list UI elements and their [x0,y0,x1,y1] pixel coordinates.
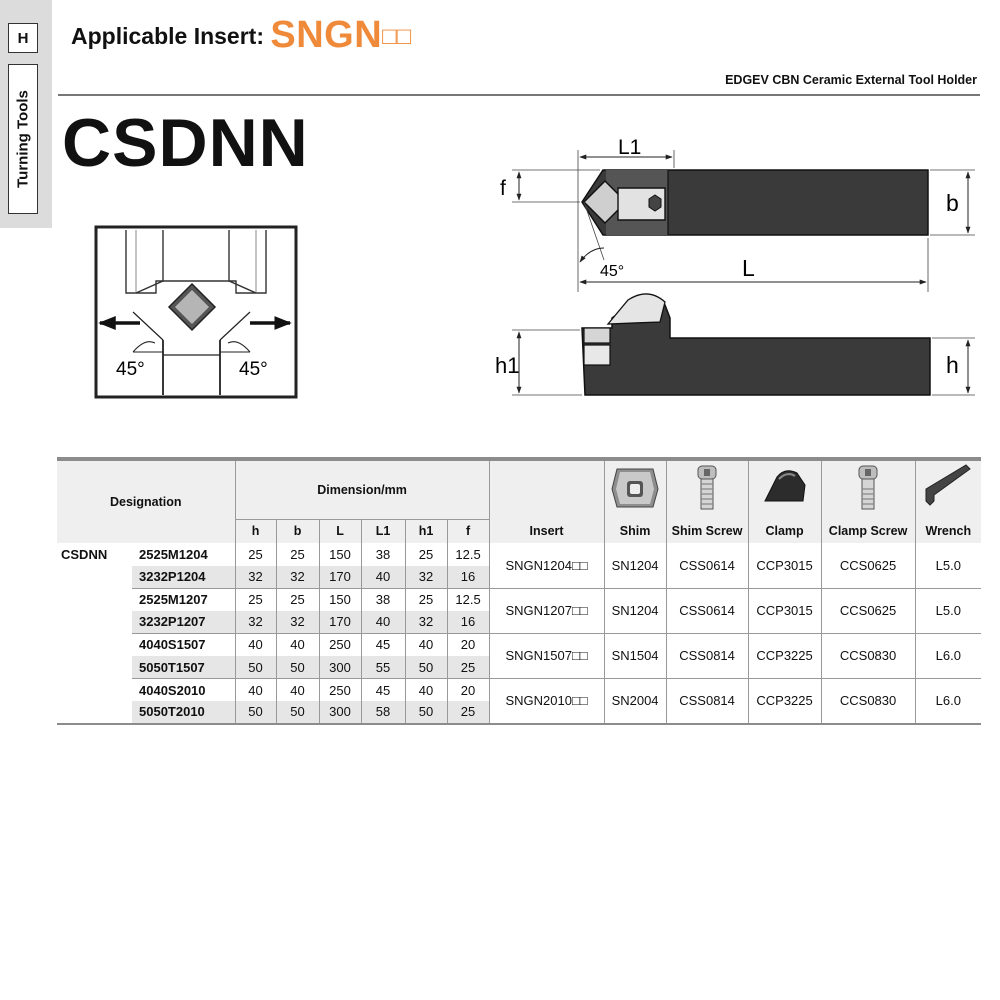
insert-cell: SNGN1207□□ [489,588,604,633]
insert-cell: SNGN2010□□ [489,679,604,724]
designation-cell: 2525M1204 [139,546,208,562]
L-cell: 170 [319,566,361,589]
h-cell: 50 [235,656,276,679]
b-cell: 50 [276,656,319,679]
designation-cell: 5050T1507 [139,659,205,675]
f-cell: 25 [447,701,489,724]
h-cell: 25 [235,543,276,566]
L-cell: 170 [319,611,361,634]
dim-h1-label: h1 [495,353,520,378]
h1-cell: 32 [405,566,447,589]
shim-icon [605,463,666,513]
designation-cell: 4040S2010 [132,679,235,702]
L-cell: 150 [319,588,361,611]
plan-view [500,136,975,292]
h-cell: 32 [235,611,276,634]
L1-cell: 38 [361,543,405,566]
designation-cell: 3232P1207 [139,614,206,630]
h-cell: 40 [235,679,276,702]
wrench-header: Wrench [915,519,981,543]
clamp-cell: CCP3015 [748,543,821,588]
insert-cell: SNGN1507□□ [489,633,604,678]
clamp-screw-cell: CCS0830 [821,633,915,678]
h1-cell: 40 [405,679,447,702]
cutting-schematic [96,227,296,397]
h-cell: 50 [235,701,276,724]
applicable-insert-code: SNGN [270,14,383,56]
dim-b-label: b [946,190,959,216]
insert-header: Insert [489,519,604,543]
b-cell: 25 [276,588,319,611]
wrench-icon-cell [915,459,981,519]
b-cell: 32 [276,566,319,589]
clamp-screw-cell: CCS0830 [821,679,915,724]
L1-cell: 55 [361,656,405,679]
section-letter: H [8,23,38,53]
dimension-header: Dimension/mm [235,459,489,519]
L-cell: 150 [319,543,361,566]
section-label: Turning Tools [14,90,32,188]
insert-cell: SNGN1204□□ [489,543,604,588]
L-cell: 300 [319,701,361,724]
f-cell: 16 [447,611,489,634]
wrench-cell: L5.0 [915,543,981,588]
technical-drawing [0,0,1000,440]
h-cell: 40 [235,633,276,656]
wrench-cell: L5.0 [915,588,981,633]
b-cell: 40 [276,633,319,656]
clamp-header: Clamp [748,519,821,543]
model-title: CSDNN [62,105,309,181]
L1-cell: 40 [361,611,405,634]
L1-cell: 38 [361,588,405,611]
col-L1-header: L1 [361,519,405,543]
clamp-screw-icon-cell [821,459,915,519]
table-row [57,679,981,702]
h1-cell: 50 [405,701,447,724]
page-subtitle: EDGEV CBN Ceramic External Tool Holder [725,73,977,87]
clamp-screw-cell: CCS0625 [821,588,915,633]
shim-icon-cell [604,459,666,519]
shim-cell: SN2004 [604,679,666,724]
dim-L1-label: L1 [618,136,642,159]
angle-left-label: 45° [116,359,145,380]
applicable-insert-suffix: □□ [382,23,412,50]
col-b-header: b [276,519,319,543]
dim-angle-label: 45° [600,263,625,280]
b-cell: 50 [276,701,319,724]
col-f-header: f [447,519,489,543]
designation-header: Designation [57,459,235,543]
designation-cell: 3232P1204 [139,569,206,585]
shim-screw-cell: CSS0814 [666,633,748,678]
table-row [57,543,981,566]
L1-cell: 45 [361,679,405,702]
shim-screw-cell: CSS0814 [666,679,748,724]
clamp-cell: CCP3015 [748,588,821,633]
table-row [57,588,981,611]
f-cell: 20 [447,679,489,702]
L1-cell: 45 [361,633,405,656]
L-cell: 250 [319,633,361,656]
h-cell: 32 [235,566,276,589]
h-cell: 25 [235,588,276,611]
series-label: CSDNN [61,547,108,562]
col-h-header: h [235,519,276,543]
h1-cell: 25 [405,588,447,611]
clamp-icon [749,463,821,513]
wrench-cell: L6.0 [915,633,981,678]
shim-cell: SN1504 [604,633,666,678]
dim-f-label: f [500,177,506,200]
clamp-cell: CCP3225 [748,633,821,678]
shim-screw-header: Shim Screw [666,519,748,543]
f-cell: 12.5 [447,543,489,566]
h1-cell: 50 [405,656,447,679]
spec-table [57,457,981,725]
designation-cell: 4040S1507 [132,633,235,656]
shim-screw-cell: CSS0614 [666,543,748,588]
designation-cell: 5050T2010 [139,704,205,720]
designation-cell: 2525M1207 [132,588,235,611]
angle-right-label: 45° [239,359,268,380]
col-L-header: L [319,519,361,543]
h1-cell: 25 [405,543,447,566]
clamp-screw-header: Clamp Screw [821,519,915,543]
shim-cell: SN1204 [604,543,666,588]
f-cell: 16 [447,566,489,589]
L-cell: 250 [319,679,361,702]
L-cell: 300 [319,656,361,679]
dim-h-label: h [946,352,959,378]
side-view [495,294,975,395]
shim-screw-icon-cell [666,459,748,519]
wrench-icon [916,463,982,513]
table-row [57,633,981,656]
col-h1-header: h1 [405,519,447,543]
shim-header: Shim [604,519,666,543]
shim-screw-icon [667,463,748,513]
b-cell: 25 [276,543,319,566]
clamp-cell: CCP3225 [748,679,821,724]
shim-cell: SN1204 [604,588,666,633]
f-cell: 20 [447,633,489,656]
f-cell: 12.5 [447,588,489,611]
b-cell: 40 [276,679,319,702]
L1-cell: 40 [361,566,405,589]
wrench-cell: L6.0 [915,679,981,724]
clamp-icon-cell [748,459,821,519]
f-cell: 25 [447,656,489,679]
h1-cell: 32 [405,611,447,634]
h1-cell: 40 [405,633,447,656]
dim-L-label: L [742,255,755,281]
shim-screw-cell: CSS0614 [666,588,748,633]
spec-table-body [57,543,981,724]
applicable-insert-prefix: Applicable Insert: [71,23,271,49]
b-cell: 32 [276,611,319,634]
L1-cell: 58 [361,701,405,724]
clamp-screw-icon [822,463,915,513]
clamp-screw-cell: CCS0625 [821,543,915,588]
